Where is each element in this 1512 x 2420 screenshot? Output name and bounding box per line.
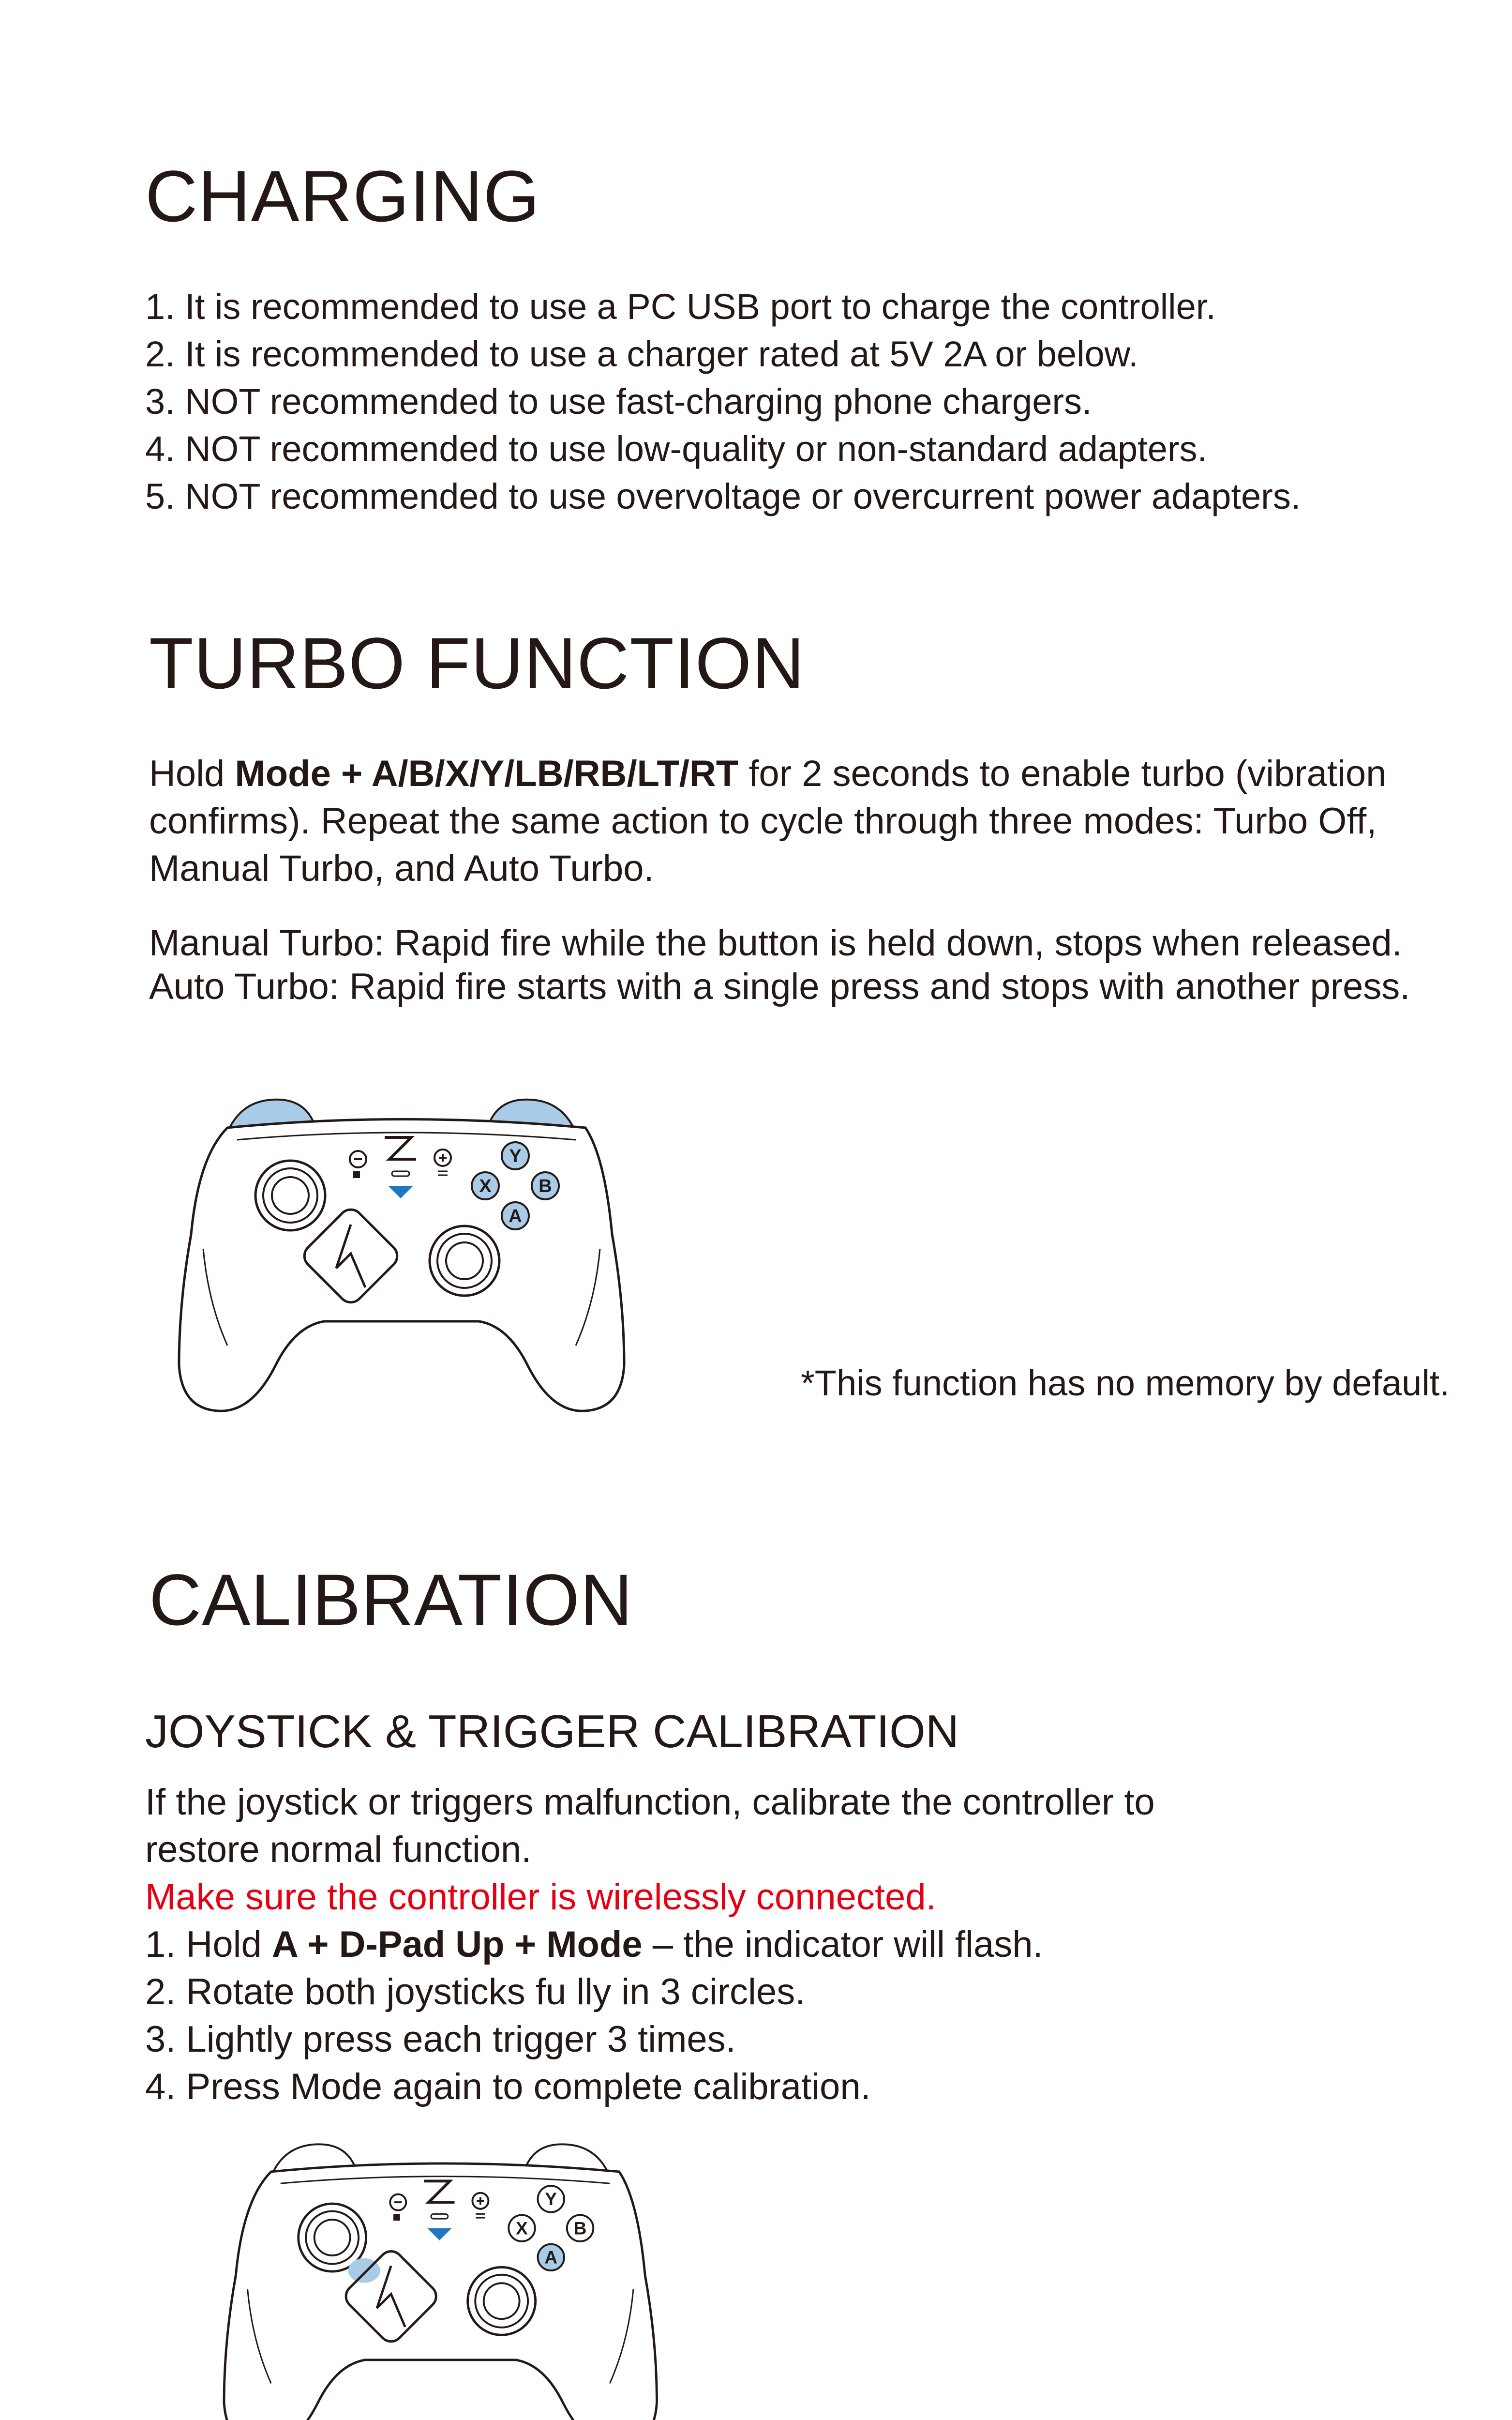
list-item: 2. It is recommended to use a charger rated at 5V 2A or below. <box>145 334 1138 374</box>
face-button-a <box>502 1202 529 1229</box>
calibration-step: 3. Lightly press each trigger 3 times. <box>145 2019 736 2060</box>
turbo-title: TURBO FUNCTION <box>149 622 805 704</box>
turbo-text: confirms). Repeat the same action to cycle through three modes: Turbo Off, <box>149 801 1377 842</box>
calibration-intro: restore normal function. <box>145 1829 532 1870</box>
calibration-instructions <box>145 1779 1403 2111</box>
screenshot-icon <box>353 1171 360 1178</box>
svg-text:B: B <box>539 1176 552 1196</box>
turbo-text: Manual Turbo, and Auto Turbo. <box>149 848 654 889</box>
calibration-step: – the indicator will flash. <box>642 1924 1043 1965</box>
svg-text:B: B <box>573 2218 587 2238</box>
list-item: 1. It is recommended to use a PC USB port to charge the controller. <box>145 287 1216 327</box>
turbo-description <box>149 750 1484 1009</box>
calibration-step: 4. Press Mode again to complete calibration. <box>145 2066 871 2107</box>
svg-text:A: A <box>509 1206 522 1226</box>
calibration-intro: If the joystick or triggers malfunction, calibrate the controller to <box>145 1782 1155 1823</box>
face-button-x <box>509 2215 535 2241</box>
screenshot-icon <box>393 2214 400 2221</box>
turbo-manual-text: Manual Turbo: Rapid fire while the button is held down, stops when released. <box>149 923 1402 964</box>
turbo-auto-text: Auto Turbo: Rapid fire starts with a single press and stops with another press. <box>149 966 1410 1007</box>
svg-text:A: A <box>544 2247 558 2268</box>
turbo-text: for 2 seconds to enable turbo (vibration <box>738 753 1387 794</box>
turbo-text: Hold <box>149 753 235 794</box>
controller-turbo-illustration <box>169 1074 644 1423</box>
calibration-subtitle: JOYSTICK & TRIGGER CALIBRATION <box>145 1706 959 1757</box>
face-button-y <box>502 1142 529 1169</box>
charging-title: CHARGING <box>145 155 540 237</box>
face-button-a <box>538 2244 564 2270</box>
calibration-title: CALIBRATION <box>149 1559 633 1640</box>
svg-text:X: X <box>479 1176 492 1196</box>
list-item: 4. NOT recommended to use low-quality or non-standard adapters. <box>145 429 1208 469</box>
controller-calibration-illustration <box>213 2120 677 2420</box>
calibration-warning: Make sure the controller is wirelessly connected. <box>145 1876 936 1918</box>
face-button-x <box>472 1172 499 1199</box>
calibration-step: 2. Rotate both joysticks fu lly in 3 circles. <box>145 1971 806 2012</box>
list-item: 3. NOT recommended to use fast-charging phone chargers. <box>145 381 1092 422</box>
svg-text:X: X <box>516 2218 528 2238</box>
face-button-b <box>567 2215 593 2241</box>
svg-text:Y: Y <box>545 2189 557 2209</box>
controller-body <box>179 1119 624 1411</box>
face-button-y <box>538 2186 564 2212</box>
turbo-combo: Mode + A/B/X/Y/LB/RB/LT/RT <box>235 753 739 794</box>
calibration-combo: A + D-Pad Up + Mode <box>271 1924 643 1965</box>
list-item: 5. NOT recommended to use overvoltage or overcurrent power adapters. <box>145 476 1301 516</box>
svg-text:Y: Y <box>509 1146 522 1166</box>
calibration-step: 1. Hold <box>145 1924 272 1965</box>
turbo-note: *This function has no memory by default. <box>801 1363 1450 1403</box>
face-button-b <box>532 1172 559 1199</box>
charging-list <box>145 283 1301 520</box>
